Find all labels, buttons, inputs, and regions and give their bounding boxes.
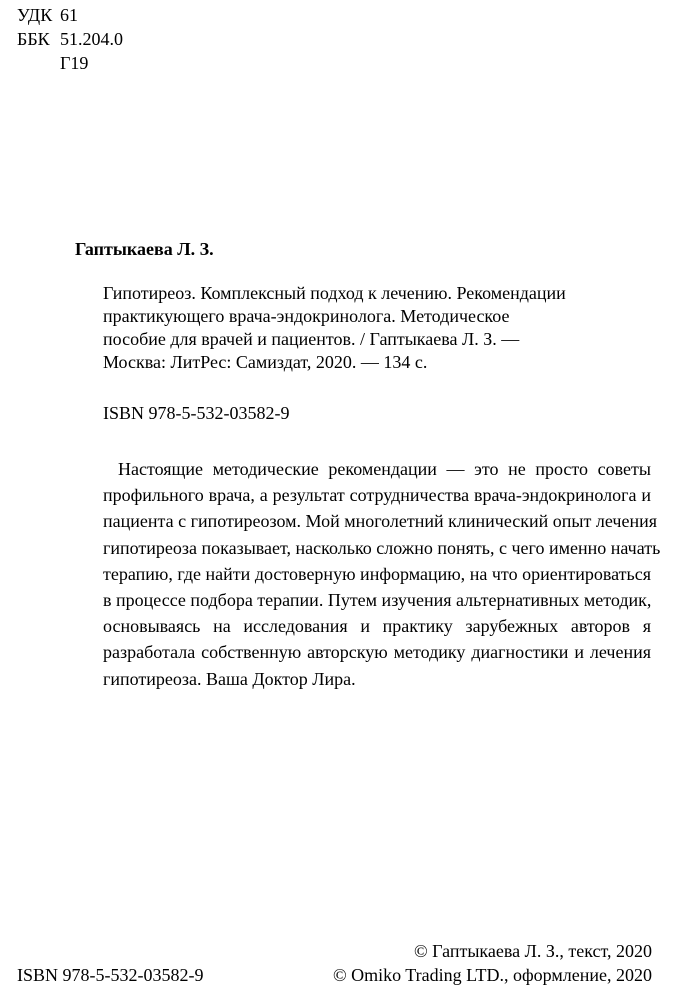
annotation-line: Настоящие методические рекомендации — это не просто советы xyxy=(118,459,651,479)
annotation-line: гипотиреоза. Ваша Доктор Лира. xyxy=(103,668,356,689)
annotation xyxy=(103,456,661,692)
copyright-design: © Omiko Trading LTD., оформление, 2020 xyxy=(332,965,652,985)
author-mark: Г19 xyxy=(60,53,89,73)
footer-isbn: ISBN 978-5-532-03582-9 xyxy=(17,965,204,985)
bibliographic-line: Гипотиреоз. Комплексный подход к лечению. Рекомендации xyxy=(103,283,566,303)
bibliographic-description xyxy=(103,282,623,374)
bibliographic-line: практикующего врача-эндокринолога. Методическое xyxy=(103,306,510,326)
bibliographic-line: Москва: ЛитРес: Самиздат, 2020. — 134 с. xyxy=(103,352,428,372)
annotation-line: профильного врача, а результат сотрудничества врача-эндокринолога и xyxy=(103,485,651,506)
bbk-value: 51.204.0 xyxy=(60,29,123,49)
bbk-label: ББК xyxy=(17,29,50,49)
annotation-line: в процессе подбора терапии. Путем изучения альтернативных методик, xyxy=(103,590,652,611)
annotation-line: разработала собственную авторскую методику диагностики и лечения xyxy=(103,642,651,663)
annotation-line: терапию, где найти достоверную информацию, на что ориентироваться xyxy=(103,563,651,584)
isbn: ISBN 978-5-532-03582-9 xyxy=(103,403,290,423)
udk-value: 61 xyxy=(60,5,78,25)
author-heading: Гаптыкаева Л. З. xyxy=(75,239,214,259)
copyright-text: © Гаптыкаева Л. З., текст, 2020 xyxy=(413,941,652,961)
annotation-line: гипотиреоза показывает, насколько сложно понять, с чего именно начать xyxy=(103,537,661,558)
annotation-line: основываясь на исследования и практику зарубежных авторов я xyxy=(103,616,651,637)
udk-label: УДК xyxy=(17,5,53,25)
annotation-line: пациента с гипотиреозом. Мой многолетний клинический опыт лечения xyxy=(103,511,657,532)
bibliographic-line: пособие для врачей и пациентов. / Гаптыкаева Л. З. — xyxy=(103,329,520,349)
